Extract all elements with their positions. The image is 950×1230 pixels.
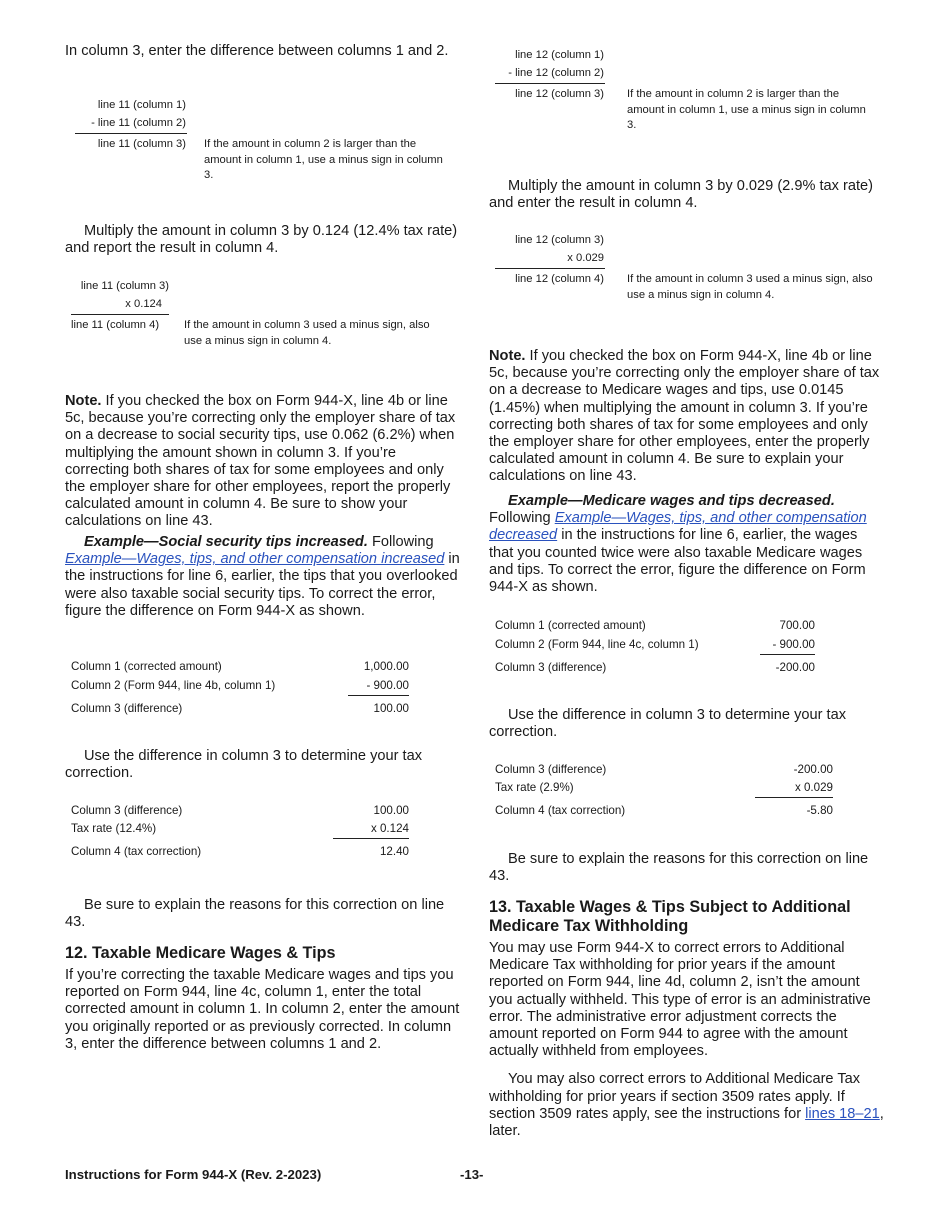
para-text: You may also correct errors to Additional Medicare Tax withholding for prior years if section 3509 rates apply. If section 3509 rates apply, see the instructions for <box>489 1071 861 1122</box>
example-post: in the instructions for line 6, earlier, the tips that you overlooked were also taxable social security tips. To correct the error, figure the difference on Form 944-X as shown. <box>65 551 460 619</box>
difference-table <box>495 616 815 677</box>
para-text-end: , later. <box>489 1105 884 1140</box>
note-label: Note. <box>489 348 526 364</box>
use-diff-text: Use the difference in column 3 to determine your tax correction. <box>65 748 423 782</box>
note-paragraph <box>489 348 885 486</box>
left-example <box>65 534 461 620</box>
calc-note: If the amount in column 3 used a minus sign, also use a minus sign in column 4. <box>184 319 430 347</box>
section-13 <box>489 898 885 1140</box>
left-multiply <box>65 223 461 257</box>
table-row <box>71 802 409 819</box>
table-label: Tax rate (12.4%) <box>71 822 157 836</box>
calc-rule <box>75 133 187 134</box>
note-label: Note. <box>65 393 102 409</box>
calc-row: x 0.029 <box>567 252 604 264</box>
calc-row: line 11 (column 1) <box>97 99 186 111</box>
calc-row: x 0.124 <box>125 298 162 310</box>
table-row <box>71 657 409 676</box>
left-intro <box>65 43 461 60</box>
table-label: Column 1 (corrected amount) <box>71 660 222 673</box>
left-note <box>65 393 461 531</box>
table-label: Column 3 (difference) <box>71 701 183 715</box>
calc-note: If the amount in column 3 used a minus sign, also use a minus sign in column 4. <box>627 273 873 301</box>
table-value: 100.00 <box>373 702 409 715</box>
note-text: If you checked the box on Form 944-X, line 4b or line 5c, because you’re correcting only the employer share of tax on a decrease to Medicare wages and tips, use 0.0145 (1.45%) when multiplying the amount in column 3. If you’re correcting both shares of tax for some employees and only the employer share for other employees, enter the properly calculated amount in column 4. Be sure to explain your calculations on line 43. <box>489 348 880 485</box>
calc-row: - line 11 (column 2) <box>91 117 186 129</box>
section-paragraph-2 <box>489 1071 885 1140</box>
multiply-text: Multiply the amount in column 3 by 0.029 (2.9% tax rate) and enter the result in column 4. <box>489 178 874 212</box>
table-value: 700.00 <box>779 619 815 632</box>
right-example <box>489 493 885 596</box>
example-pre: Following <box>489 510 555 527</box>
note-paragraph <box>65 393 461 531</box>
table-label: Column 3 (difference) <box>71 804 183 817</box>
table-row <box>495 761 833 778</box>
table-row <box>495 798 833 821</box>
table-row <box>495 655 815 678</box>
table-row <box>495 616 815 635</box>
table-value: - 900.00 <box>760 635 815 655</box>
lines-18-21-link[interactable]: lines 18–21 <box>805 1105 880 1122</box>
section-12 <box>65 944 461 1053</box>
table-value: - 900.00 <box>348 676 409 696</box>
table-value: 100.00 <box>373 804 409 817</box>
example-link[interactable]: Example—Wages, tips, and other compensation decreased <box>489 510 867 544</box>
example-pre: Following <box>367 534 434 550</box>
calc-row: line 12 (column 1) <box>515 49 604 61</box>
calc-rule <box>495 83 605 84</box>
table-value: -5.80 <box>806 804 833 817</box>
example-paragraph <box>489 493 885 596</box>
calc-note: If the amount in column 2 is larger than the amount in column 1, use a minus sign in column 3. <box>204 138 443 182</box>
example-title: Example—Social security tips increased. <box>84 534 368 550</box>
table-label: Column 4 (tax correction) <box>71 844 202 858</box>
section-heading: 12. Taxable Medicare Wages & Tips <box>65 944 336 962</box>
right-multiply <box>489 178 885 212</box>
table-label: Column 2 (Form 944, line 4c, column 1) <box>495 638 699 652</box>
tax-correction-table <box>71 802 409 861</box>
example-title: Example—Medicare wages and tips decreased. <box>508 493 835 509</box>
right-note <box>489 348 885 486</box>
example-link[interactable]: Example—Wages, tips, and other compensation increased <box>65 551 445 568</box>
calc-rule <box>71 314 169 315</box>
intro-text: In column 3, enter the difference between columns 1 and 2. <box>65 43 449 59</box>
calc-row: line 12 (column 4) <box>515 273 604 285</box>
section-heading: 13. Taxable Wages & Tips Subject to Additional Medicare Tax Withholding <box>489 898 851 935</box>
table-label: Column 3 (difference) <box>495 763 607 776</box>
example-paragraph <box>65 534 461 620</box>
table-value: -200.00 <box>775 661 815 674</box>
table-label: Tax rate (2.9%) <box>495 781 574 795</box>
table-label: Column 2 (Form 944, line 4b, column 1) <box>71 679 276 693</box>
table-value: x 0.124 <box>333 819 409 839</box>
left-use-diff <box>65 748 461 782</box>
left-explain <box>65 897 461 931</box>
table-row <box>71 676 409 696</box>
calc-row: line 11 (column 3) <box>80 280 169 292</box>
section-paragraph: If you’re correcting the taxable Medicare wages and tips you reported on Form 944, line 4c, column 1, enter the total corrected amount in column 1. In column 2, enter the amount you originally reported or as previously corrected. In column 3, enter the difference between columns 1 and 2. <box>65 967 460 1052</box>
table-value: 1,000.00 <box>363 660 409 673</box>
table-row <box>495 778 833 798</box>
table-value: 12.40 <box>379 845 409 858</box>
right-use-diff <box>489 707 885 741</box>
use-diff-text: Use the difference in column 3 to determine your tax correction. <box>489 707 847 741</box>
calc-note: If the amount in column 2 is larger than the amount in column 1, use a minus sign in column 3. <box>627 88 866 132</box>
table-label: Column 3 (difference) <box>495 660 607 674</box>
calc-row: line 12 (column 3) <box>515 88 604 100</box>
calc-row: line 11 (column 3) <box>97 138 186 150</box>
right-explain <box>489 851 885 885</box>
table-row <box>71 696 409 719</box>
calc-row: - line 12 (column 2) <box>508 67 604 79</box>
section-paragraph: You may use Form 944-X to correct errors to Additional Medicare Tax withholding for prior years if the amount reported on Form 944, line 4d, column 2, isn’t the amount you actually withheld. This type of error is an administrative error. The administrative error adjustment corrects the amount reported on Form 944 to agree with the amount actually withheld from employees. <box>489 940 871 1060</box>
calc-row: line 12 (column 3) <box>515 234 604 246</box>
table-label: Column 4 (tax correction) <box>495 803 626 817</box>
calc-row: line 11 (column 4) <box>71 319 160 331</box>
explain-text: Be sure to explain the reasons for this correction on line 43. <box>65 897 445 931</box>
table-row <box>495 635 815 655</box>
page-number: -13- <box>460 1167 484 1182</box>
explain-text: Be sure to explain the reasons for this correction on line 43. <box>489 851 869 885</box>
table-label: Column 1 (corrected amount) <box>495 619 646 632</box>
example-post: in the instructions for line 6, earlier, the wages that you counted twice were also taxable Medicare wages and tips. To correct the error, figure the difference on Form 944-X as shown. <box>489 527 866 596</box>
multiply-text: Multiply the amount in column 3 by 0.124 (12.4% tax rate) and report the result in column 4. <box>65 223 458 257</box>
table-value: x 0.029 <box>755 778 833 798</box>
table-row <box>71 839 409 862</box>
difference-table <box>71 657 409 718</box>
footer-title: Instructions for Form 944-X (Rev. 2-2023) <box>65 1167 322 1182</box>
calc-rule <box>495 268 605 269</box>
tax-correction-table <box>495 761 833 820</box>
table-row <box>71 819 409 839</box>
note-text: If you checked the box on Form 944-X, line 4b or line 5c, because you’re correcting only the employer share of tax on a decrease to social security tips, use 0.062 (6.2%) when multiplying the amount shown in column 3. If you’re correcting both shares of tax for some employees and only the employer share for other employees, report the properly calculated amount in column 4. Be sure to show your calculations on line 43. <box>65 393 456 530</box>
table-value: -200.00 <box>793 763 833 776</box>
